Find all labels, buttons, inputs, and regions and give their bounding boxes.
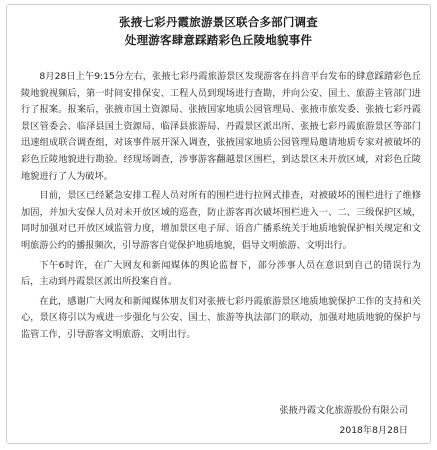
paragraph-surrender: 下午6时许，在广大网友和新闻媒体的舆论监督下，部分涉事人员在意识到自己的错误行为后，主动到丹霞景区派出所投案自首。 — [21, 259, 421, 288]
paragraph-thanks: 在此，感谢广大网友和新闻媒体朋友们对张掖七彩丹霞旅游景区地质地貌保护工作的支持和关心，景区将引以为戒进一步强化与公安、国土、旅游等执法部门的联动，加强对地质地貌的保护与监管工作，引导游客文明旅游、文明出行。 — [21, 295, 421, 340]
document-title-line-1: 张掖七彩丹霞旅游景区联合多部门调查 — [119, 15, 318, 29]
notice-document — [6, 4, 431, 444]
paragraph-incident-report: 8月28日上午9:15分左右，张掖七彩丹霞旅游景区发现游客在抖音平台发布的肆意踩踏彩色丘陵地貌视频后，第一时间安排保安、工程人员到现场进行查勘，并向公安、国土、旅游主管部门进行了报案。报案后，张掖市国土资源局、张掖国家地质公园管理局、张掖市旅发委、张掖七彩丹霞景区管委会、临泽县国土资源局、临泽县旅游局、丹霞景区派出所、张掖七彩丹霞旅游景区等部门迅速组成联合调查组，对该事件展开深入调查，张掖国家地质公园管理局邀请地质专家对被破坏的彩色丘陵地貌进行勘验。经现场调查，涉事游客翻越景区围栏，到达景区未开放区域，对彩色丘陵地貌进行了人为破坏。 — [21, 71, 421, 182]
document-body — [21, 69, 421, 347]
signature-organization: 张掖丹霞文化旅游股份有限公司 — [279, 405, 408, 416]
document-title-line-2: 处理游客肆意踩踏彩色丘陵地貌事件 — [124, 33, 313, 47]
signature-date: 2018年8月28日 — [339, 425, 408, 436]
paragraph-remedial-measures: 目前，景区已经紧急安排工程人员对所有的围栏进行拉网式排查，对被破坏的围栏进行了维修加固，并加大安保人员对未开放区域的巡查，防止游客再次破坏围栏进入一、二、三级保护区域，同时加强对已开放区域监管力度，增加景区电子屏、语音广播系统关于地质地貌保护相关规定和文明旅游公约的播报频次，引导游客自觉保护地质地貌，倡导文明旅游、文明出行。 — [21, 190, 421, 251]
